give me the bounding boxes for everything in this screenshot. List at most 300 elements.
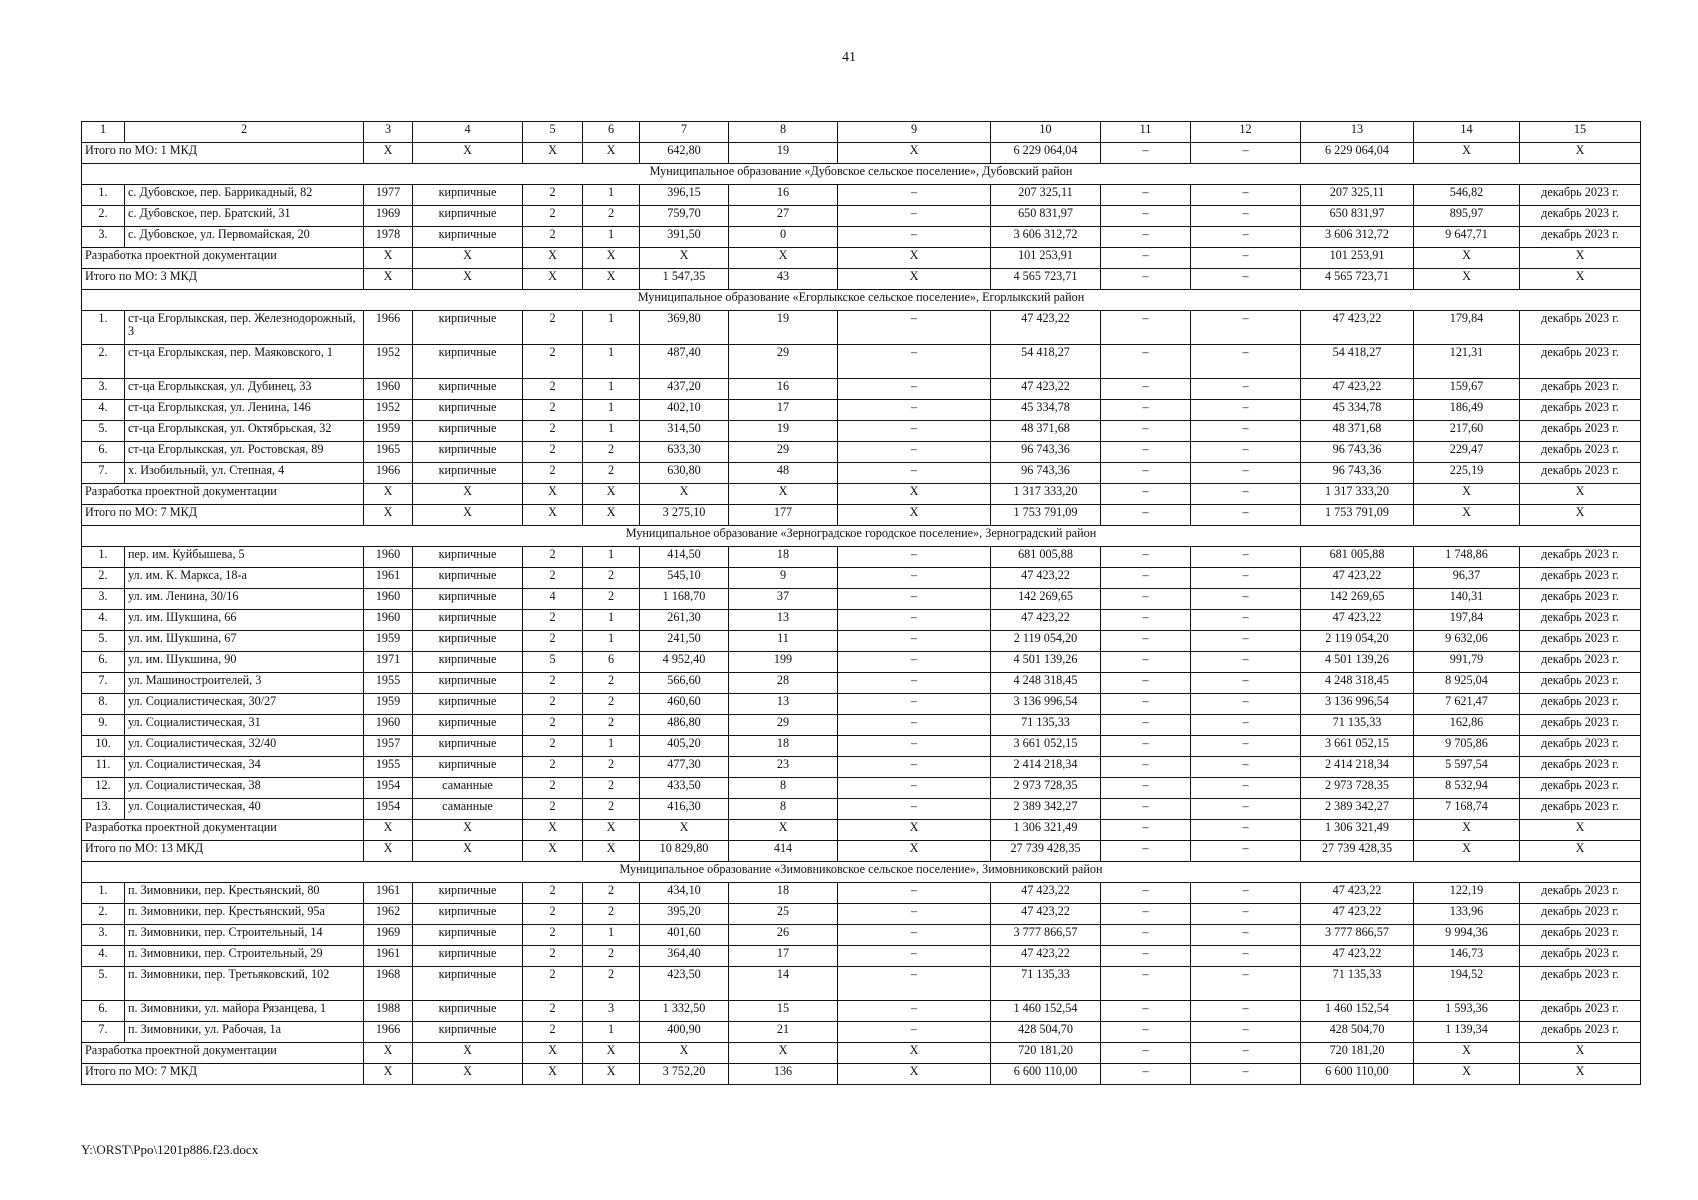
table-cell: – bbox=[1191, 694, 1301, 715]
table-cell: – bbox=[1191, 652, 1301, 673]
address-cell: ул. Социалистическая, 32/40 bbox=[125, 736, 364, 757]
table-cell: 3 606 312,72 bbox=[1301, 227, 1414, 248]
table-cell: 5 bbox=[523, 652, 583, 673]
house-row bbox=[82, 589, 1641, 610]
row-number: 1. bbox=[82, 311, 125, 345]
table-cell: – bbox=[1191, 311, 1301, 345]
row-number: 7. bbox=[82, 463, 125, 484]
table-cell: 19 bbox=[729, 311, 838, 345]
table-cell: 650 831,97 bbox=[991, 206, 1101, 227]
table-cell: – bbox=[1191, 1001, 1301, 1022]
table-cell: 9 994,36 bbox=[1414, 925, 1520, 946]
house-row bbox=[82, 1001, 1641, 1022]
table-cell: 1 bbox=[583, 736, 640, 757]
table-cell: – bbox=[1101, 820, 1191, 841]
address-cell: ст-ца Егорлыкская, пер. Железнодорожный, 3 bbox=[125, 311, 364, 345]
table-cell: 1966 bbox=[364, 311, 413, 345]
table-cell: Х bbox=[838, 841, 991, 862]
table-cell: Х bbox=[1414, 484, 1520, 505]
table-cell: – bbox=[1191, 589, 1301, 610]
table-cell: декабрь 2023 г. bbox=[1520, 673, 1641, 694]
table-cell: 681 005,88 bbox=[991, 547, 1101, 568]
house-row bbox=[82, 421, 1641, 442]
table-cell: 3 bbox=[583, 1001, 640, 1022]
house-row bbox=[82, 925, 1641, 946]
house-row bbox=[82, 463, 1641, 484]
table-cell: 1977 bbox=[364, 185, 413, 206]
table-cell: 101 253,91 bbox=[1301, 248, 1414, 269]
house-row bbox=[82, 757, 1641, 778]
table-cell: 4 501 139,26 bbox=[1301, 652, 1414, 673]
table-cell: 47 423,22 bbox=[991, 946, 1101, 967]
table-cell: декабрь 2023 г. bbox=[1520, 694, 1641, 715]
table-cell: кирпичные bbox=[413, 345, 523, 379]
municipality-name: Муниципальное образование «Зимовниковское сельское поселение», Зимовниковский район bbox=[82, 862, 1641, 883]
municipality-section-row bbox=[82, 526, 1641, 547]
table-cell: декабрь 2023 г. bbox=[1520, 799, 1641, 820]
table-cell: – bbox=[1191, 400, 1301, 421]
table-cell: 3 136 996,54 bbox=[991, 694, 1101, 715]
table-cell: кирпичные bbox=[413, 206, 523, 227]
house-row bbox=[82, 227, 1641, 248]
row-number: 5. bbox=[82, 631, 125, 652]
table-cell: 8 bbox=[729, 778, 838, 799]
table-cell: 2 bbox=[523, 568, 583, 589]
table-cell: 1971 bbox=[364, 652, 413, 673]
table-cell: 1 306 321,49 bbox=[991, 820, 1101, 841]
table-cell: 546,82 bbox=[1414, 185, 1520, 206]
address-cell: с. Дубовское, ул. Первомайская, 20 bbox=[125, 227, 364, 248]
row-number: 1. bbox=[82, 185, 125, 206]
summary-row bbox=[82, 143, 1641, 164]
table-cell: 2 bbox=[523, 227, 583, 248]
table-cell: 9 bbox=[729, 568, 838, 589]
table-cell: Х bbox=[413, 248, 523, 269]
row-number: 3. bbox=[82, 925, 125, 946]
table-cell: 47 423,22 bbox=[1301, 946, 1414, 967]
table-cell: – bbox=[1101, 736, 1191, 757]
table-cell: 2 bbox=[583, 673, 640, 694]
table-cell: декабрь 2023 г. bbox=[1520, 715, 1641, 736]
table-cell: 1 bbox=[583, 345, 640, 379]
table-cell: – bbox=[838, 345, 991, 379]
table-cell: Х bbox=[1414, 248, 1520, 269]
address-cell: ул. Машиностроителей, 3 bbox=[125, 673, 364, 694]
table-cell: – bbox=[1101, 1022, 1191, 1043]
table-cell: 9 705,86 bbox=[1414, 736, 1520, 757]
table-cell: 2 bbox=[583, 967, 640, 1001]
table-cell: 16 bbox=[729, 185, 838, 206]
table-cell: – bbox=[1101, 206, 1191, 227]
table-cell: 186,49 bbox=[1414, 400, 1520, 421]
table-cell: 27 739 428,35 bbox=[991, 841, 1101, 862]
table-cell: 96 743,36 bbox=[1301, 463, 1414, 484]
table-cell: 1954 bbox=[364, 778, 413, 799]
table-cell: – bbox=[1191, 799, 1301, 820]
table-cell: 207 325,11 bbox=[1301, 185, 1414, 206]
row-number: 6. bbox=[82, 652, 125, 673]
table-cell: 2 bbox=[523, 379, 583, 400]
table-cell: 2 bbox=[583, 757, 640, 778]
table-cell: 133,96 bbox=[1414, 904, 1520, 925]
table-cell: 26 bbox=[729, 925, 838, 946]
table-cell: 2 bbox=[523, 946, 583, 967]
table-cell: Х bbox=[413, 820, 523, 841]
table-cell: – bbox=[1191, 1022, 1301, 1043]
table-cell: декабрь 2023 г. bbox=[1520, 757, 1641, 778]
table-cell: – bbox=[1191, 631, 1301, 652]
table-cell: Х bbox=[838, 820, 991, 841]
summary-row bbox=[82, 1043, 1641, 1064]
summary-row bbox=[82, 505, 1641, 526]
table-cell: 29 bbox=[729, 345, 838, 379]
table-cell: – bbox=[1101, 757, 1191, 778]
table-cell: – bbox=[1191, 143, 1301, 164]
table-cell: 2 bbox=[523, 715, 583, 736]
table-cell: 71 135,33 bbox=[1301, 715, 1414, 736]
table-cell: Х bbox=[1520, 269, 1641, 290]
table-cell: 759,70 bbox=[640, 206, 729, 227]
table-cell: декабрь 2023 г. bbox=[1520, 652, 1641, 673]
table-cell: 4 bbox=[523, 589, 583, 610]
house-row bbox=[82, 904, 1641, 925]
house-row bbox=[82, 652, 1641, 673]
house-row bbox=[82, 1022, 1641, 1043]
table-cell: кирпичные bbox=[413, 610, 523, 631]
table-cell: 1 bbox=[583, 421, 640, 442]
column-number-cell: 7 bbox=[640, 122, 729, 143]
table-cell: 1954 bbox=[364, 799, 413, 820]
table-cell: кирпичные bbox=[413, 904, 523, 925]
table-cell: 25 bbox=[729, 904, 838, 925]
table-cell: декабрь 2023 г. bbox=[1520, 883, 1641, 904]
table-cell: Х bbox=[838, 505, 991, 526]
table-cell: 416,30 bbox=[640, 799, 729, 820]
table-cell: – bbox=[1191, 946, 1301, 967]
table-cell: – bbox=[1101, 421, 1191, 442]
table-cell: 3 606 312,72 bbox=[991, 227, 1101, 248]
house-row bbox=[82, 379, 1641, 400]
table-cell: – bbox=[1101, 925, 1191, 946]
table-cell: 27 bbox=[729, 206, 838, 227]
table-cell: Х bbox=[413, 505, 523, 526]
table-cell: 54 418,27 bbox=[991, 345, 1101, 379]
table-cell: – bbox=[838, 421, 991, 442]
table-cell: – bbox=[1101, 883, 1191, 904]
table-cell: 1968 bbox=[364, 967, 413, 1001]
table-cell: 8 bbox=[729, 799, 838, 820]
table-cell: – bbox=[838, 206, 991, 227]
table-cell: кирпичные bbox=[413, 421, 523, 442]
table-cell: 2 bbox=[583, 778, 640, 799]
table-cell: 47 423,22 bbox=[991, 904, 1101, 925]
table-cell: 45 334,78 bbox=[991, 400, 1101, 421]
row-number: 4. bbox=[82, 610, 125, 631]
table-cell: 895,97 bbox=[1414, 206, 1520, 227]
table-cell: Х bbox=[583, 248, 640, 269]
table-cell: Х bbox=[1414, 841, 1520, 862]
table-cell: – bbox=[838, 227, 991, 248]
table-cell: 179,84 bbox=[1414, 311, 1520, 345]
table-cell: 486,80 bbox=[640, 715, 729, 736]
table-cell: 47 423,22 bbox=[991, 311, 1101, 345]
row-number: 1. bbox=[82, 547, 125, 568]
table-cell: – bbox=[1191, 1064, 1301, 1085]
table-cell: – bbox=[1101, 904, 1191, 925]
table-cell: 2 bbox=[523, 799, 583, 820]
address-cell: ул. им. Шукшина, 67 bbox=[125, 631, 364, 652]
table-cell: 5 597,54 bbox=[1414, 757, 1520, 778]
row-number: 7. bbox=[82, 673, 125, 694]
table-cell: Х bbox=[523, 484, 583, 505]
table-cell: Х bbox=[413, 269, 523, 290]
table-cell: декабрь 2023 г. bbox=[1520, 568, 1641, 589]
table-cell: – bbox=[1101, 799, 1191, 820]
table-cell: – bbox=[838, 757, 991, 778]
table-cell: 4 565 723,71 bbox=[1301, 269, 1414, 290]
table-cell: 2 bbox=[523, 311, 583, 345]
table-cell: 1961 bbox=[364, 946, 413, 967]
table-cell: – bbox=[1191, 421, 1301, 442]
table-cell: – bbox=[838, 589, 991, 610]
table-cell: 96 743,36 bbox=[991, 442, 1101, 463]
table-cell: 1 bbox=[583, 925, 640, 946]
column-number-cell: 8 bbox=[729, 122, 838, 143]
column-number-cell: 6 bbox=[583, 122, 640, 143]
table-cell: 2 bbox=[523, 400, 583, 421]
column-number-cell: 15 bbox=[1520, 122, 1641, 143]
table-cell: 633,30 bbox=[640, 442, 729, 463]
table-cell: декабрь 2023 г. bbox=[1520, 925, 1641, 946]
table-cell: 1 bbox=[583, 379, 640, 400]
row-number: 12. bbox=[82, 778, 125, 799]
table-cell: 2 bbox=[523, 206, 583, 227]
table-cell: декабрь 2023 г. bbox=[1520, 736, 1641, 757]
table-cell: – bbox=[1191, 442, 1301, 463]
table-cell: 4 952,40 bbox=[640, 652, 729, 673]
table-cell: – bbox=[1191, 715, 1301, 736]
row-number: 10. bbox=[82, 736, 125, 757]
table-cell: 2 bbox=[523, 883, 583, 904]
table-cell: – bbox=[838, 185, 991, 206]
table-cell: 1 bbox=[583, 610, 640, 631]
table-cell: 21 bbox=[729, 1022, 838, 1043]
table-cell: – bbox=[838, 736, 991, 757]
table-cell: Х bbox=[523, 143, 583, 164]
table-cell: 1957 bbox=[364, 736, 413, 757]
table-cell: 48 bbox=[729, 463, 838, 484]
house-row bbox=[82, 967, 1641, 1001]
house-row bbox=[82, 442, 1641, 463]
table-cell: – bbox=[1101, 778, 1191, 799]
table-cell: 37 bbox=[729, 589, 838, 610]
table-cell: 395,20 bbox=[640, 904, 729, 925]
address-cell: ст-ца Егорлыкская, ул. Октябрьская, 32 bbox=[125, 421, 364, 442]
table-cell: Х bbox=[523, 820, 583, 841]
table-cell: 391,50 bbox=[640, 227, 729, 248]
address-cell: ул. Социалистическая, 30/27 bbox=[125, 694, 364, 715]
table-cell: 47 423,22 bbox=[1301, 904, 1414, 925]
table-cell: 18 bbox=[729, 883, 838, 904]
row-number: 5. bbox=[82, 967, 125, 1001]
table-cell: – bbox=[838, 631, 991, 652]
municipality-name: Муниципальное образование «Зерноградское городское поселение», Зерноградский район bbox=[82, 526, 1641, 547]
column-number-cell: 14 bbox=[1414, 122, 1520, 143]
table-cell: 402,10 bbox=[640, 400, 729, 421]
table-cell: 47 423,22 bbox=[991, 883, 1101, 904]
table-cell: – bbox=[1101, 463, 1191, 484]
table-cell: 2 bbox=[523, 1001, 583, 1022]
address-cell: с. Дубовское, пер. Баррикадный, 82 bbox=[125, 185, 364, 206]
table-cell: 2 973 728,35 bbox=[1301, 778, 1414, 799]
table-cell: – bbox=[1191, 568, 1301, 589]
table-cell: Х bbox=[583, 1043, 640, 1064]
table-cell: 6 bbox=[583, 652, 640, 673]
table-cell: – bbox=[838, 967, 991, 1001]
table-cell: 71 135,33 bbox=[1301, 967, 1414, 1001]
table-cell: 136 bbox=[729, 1064, 838, 1085]
table-cell: – bbox=[1101, 185, 1191, 206]
table-cell: 28 bbox=[729, 673, 838, 694]
table-cell: – bbox=[1101, 1043, 1191, 1064]
row-number: 3. bbox=[82, 589, 125, 610]
table-cell: – bbox=[1191, 379, 1301, 400]
table-cell: Х bbox=[838, 1064, 991, 1085]
municipality-name: Муниципальное образование «Егорлыкское сельское поселение», Егорлыкский район bbox=[82, 290, 1641, 311]
table-cell: 96 743,36 bbox=[1301, 442, 1414, 463]
table-cell: 122,19 bbox=[1414, 883, 1520, 904]
table-cell: – bbox=[838, 799, 991, 820]
table-cell: 460,60 bbox=[640, 694, 729, 715]
table-cell: – bbox=[838, 694, 991, 715]
table-cell: – bbox=[1191, 778, 1301, 799]
table-cell: 18 bbox=[729, 547, 838, 568]
address-cell: п. Зимовники, пер. Третьяковский, 102 bbox=[125, 967, 364, 1001]
summary-label: Итого по МО: 1 МКД bbox=[82, 143, 364, 164]
table-cell: кирпичные bbox=[413, 967, 523, 1001]
address-cell: ст-ца Егорлыкская, ул. Ростовская, 89 bbox=[125, 442, 364, 463]
table-cell: 437,20 bbox=[640, 379, 729, 400]
row-number: 4. bbox=[82, 946, 125, 967]
address-cell: ул. Социалистическая, 38 bbox=[125, 778, 364, 799]
table-cell: 414 bbox=[729, 841, 838, 862]
column-number-cell: 1 bbox=[82, 122, 125, 143]
table-cell: – bbox=[1101, 652, 1191, 673]
summary-row bbox=[82, 1064, 1641, 1085]
table-cell: – bbox=[1101, 1064, 1191, 1085]
table-cell: 401,60 bbox=[640, 925, 729, 946]
table-cell: 1952 bbox=[364, 345, 413, 379]
table-cell: 19 bbox=[729, 143, 838, 164]
house-row bbox=[82, 736, 1641, 757]
table-cell: Х bbox=[838, 269, 991, 290]
table-cell: 2 bbox=[523, 757, 583, 778]
table-cell: 13 bbox=[729, 694, 838, 715]
row-number: 2. bbox=[82, 206, 125, 227]
table-cell: 1 bbox=[583, 400, 640, 421]
table-cell: 162,86 bbox=[1414, 715, 1520, 736]
table-cell: 2 bbox=[523, 610, 583, 631]
table-cell: 47 423,22 bbox=[1301, 883, 1414, 904]
table-cell: 146,73 bbox=[1414, 946, 1520, 967]
table-cell: – bbox=[1101, 400, 1191, 421]
table-cell: 1 bbox=[583, 547, 640, 568]
row-number: 9. bbox=[82, 715, 125, 736]
table-cell: – bbox=[1101, 345, 1191, 379]
summary-label: Итого по МО: 3 МКД bbox=[82, 269, 364, 290]
table-cell: саманные bbox=[413, 778, 523, 799]
table-cell: 433,50 bbox=[640, 778, 729, 799]
table-cell: – bbox=[1101, 547, 1191, 568]
table-cell: 29 bbox=[729, 715, 838, 736]
house-row bbox=[82, 206, 1641, 227]
table-cell: 1955 bbox=[364, 757, 413, 778]
table-cell: кирпичные bbox=[413, 589, 523, 610]
table-cell: Х bbox=[364, 1064, 413, 1085]
table-cell: – bbox=[838, 311, 991, 345]
table-cell: – bbox=[838, 925, 991, 946]
table-cell: – bbox=[1191, 967, 1301, 1001]
table-cell: – bbox=[1191, 463, 1301, 484]
house-row bbox=[82, 568, 1641, 589]
table-cell: 314,50 bbox=[640, 421, 729, 442]
row-number: 6. bbox=[82, 1001, 125, 1022]
table-cell: кирпичные bbox=[413, 883, 523, 904]
table-cell: 1955 bbox=[364, 673, 413, 694]
table-cell: кирпичные bbox=[413, 1022, 523, 1043]
table-cell: Х bbox=[523, 505, 583, 526]
address-cell: с. Дубовское, пер. Братский, 31 bbox=[125, 206, 364, 227]
table-cell: Х bbox=[640, 248, 729, 269]
address-cell: п. Зимовники, пер. Строительный, 14 bbox=[125, 925, 364, 946]
table-cell: Х bbox=[364, 1043, 413, 1064]
table-cell: кирпичные bbox=[413, 185, 523, 206]
table-cell: 1 753 791,09 bbox=[991, 505, 1101, 526]
table-cell: Х bbox=[413, 143, 523, 164]
table-cell: – bbox=[1101, 568, 1191, 589]
house-row bbox=[82, 694, 1641, 715]
table-cell: Х bbox=[729, 1043, 838, 1064]
table-cell: 159,67 bbox=[1414, 379, 1520, 400]
table-cell: 1 bbox=[583, 311, 640, 345]
table-cell: 405,20 bbox=[640, 736, 729, 757]
table-cell: 991,79 bbox=[1414, 652, 1520, 673]
table-cell: Х bbox=[1520, 1064, 1641, 1085]
table-cell: – bbox=[1191, 547, 1301, 568]
table-cell: Х bbox=[1520, 820, 1641, 841]
table-cell: 428 504,70 bbox=[1301, 1022, 1414, 1043]
table-cell: 4 248 318,45 bbox=[1301, 673, 1414, 694]
table-cell: 2 bbox=[583, 589, 640, 610]
table-cell: – bbox=[1191, 1043, 1301, 1064]
table-cell: декабрь 2023 г. bbox=[1520, 185, 1641, 206]
table-cell: декабрь 2023 г. bbox=[1520, 631, 1641, 652]
table-cell: Х bbox=[729, 484, 838, 505]
table-cell: 13 bbox=[729, 610, 838, 631]
table-cell: 7 168,74 bbox=[1414, 799, 1520, 820]
table-cell: 47 423,22 bbox=[1301, 379, 1414, 400]
house-row bbox=[82, 799, 1641, 820]
table-cell: кирпичные bbox=[413, 946, 523, 967]
table-cell: Х bbox=[729, 820, 838, 841]
table-cell: декабрь 2023 г. bbox=[1520, 946, 1641, 967]
table-cell: декабрь 2023 г. bbox=[1520, 227, 1641, 248]
table-cell: – bbox=[1101, 143, 1191, 164]
table-cell: 1 bbox=[583, 185, 640, 206]
table-cell: 1960 bbox=[364, 589, 413, 610]
table-cell: 1 332,50 bbox=[640, 1001, 729, 1022]
address-cell: ул. им. Шукшина, 90 bbox=[125, 652, 364, 673]
